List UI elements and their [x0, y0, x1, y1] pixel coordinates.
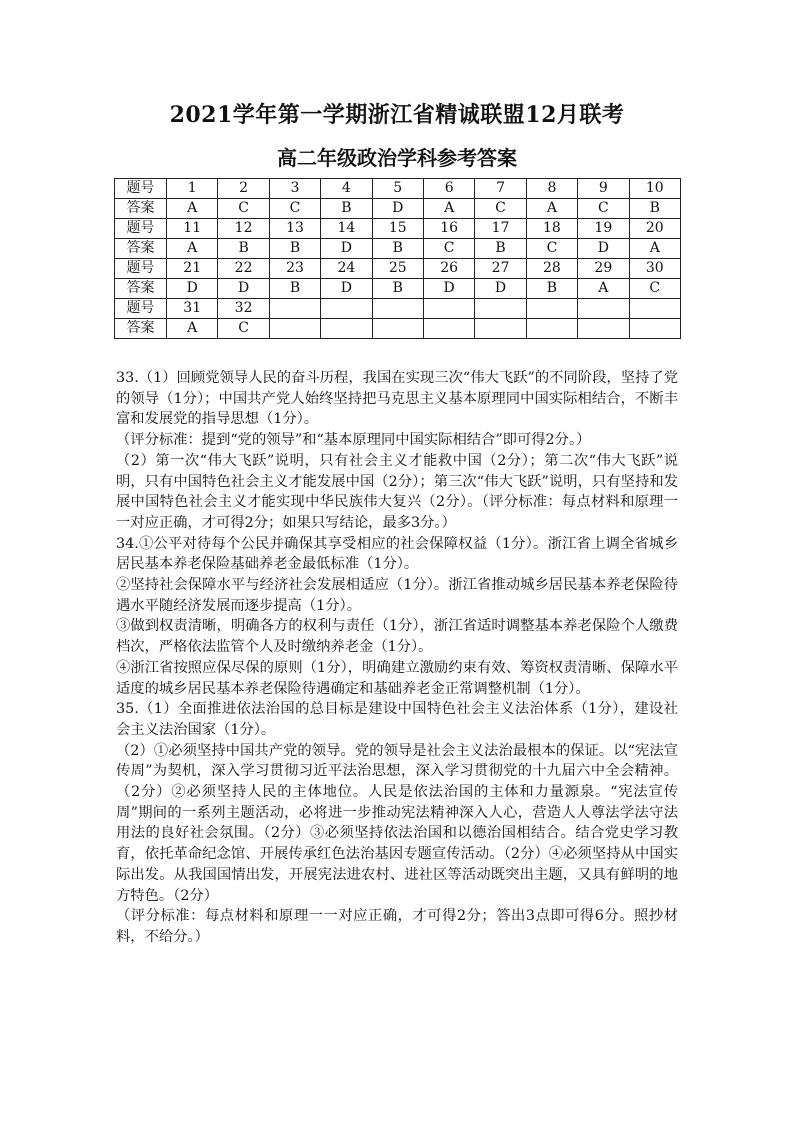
table-cell — [423, 299, 474, 319]
paragraph-34-4: ④浙江省按照应保尽保的原则（1分），明确建立激励约束有效、筹资权责清晰、保障水平适度的城乡居民基本养老保险待遇确定和基础养老金正常调整机制（1分）。 — [116, 659, 678, 697]
table-row — [115, 279, 681, 299]
table-cell: C — [578, 199, 629, 219]
table-cell: D — [578, 239, 629, 259]
table-cell — [526, 299, 577, 319]
table-cell: D — [167, 279, 218, 299]
table-cell — [629, 319, 680, 339]
table-cell: 15 — [372, 219, 423, 239]
table-cell: 28 — [526, 259, 577, 279]
table-cell: B — [218, 239, 269, 259]
table-cell: 24 — [321, 259, 372, 279]
table-cell — [578, 319, 629, 339]
answer-content — [116, 368, 678, 948]
paragraph-33-1-scoring: （评分标准：提到“党的领导”和“基本原理同中国实际相结合”即可得2分。） — [116, 432, 591, 449]
answer-table-body — [115, 179, 681, 339]
row-label: 题号 — [115, 219, 167, 239]
row-label: 答案 — [115, 319, 167, 339]
row-label: 答案 — [115, 199, 167, 219]
table-cell: C — [423, 239, 474, 259]
table-cell: 17 — [475, 219, 526, 239]
table-cell: 8 — [526, 179, 577, 199]
table-cell: C — [218, 319, 269, 339]
table-cell: A — [423, 199, 474, 219]
table-cell: B — [475, 239, 526, 259]
table-cell: 25 — [372, 259, 423, 279]
table-row — [115, 259, 681, 279]
table-cell: C — [629, 279, 680, 299]
table-cell: 31 — [167, 299, 218, 319]
paragraph-33-2: （2）第一次“伟大飞跃”说明，只有社会主义才能救中国（2分）；第二次“伟大飞跃”说明，只有中国特色社会主义才能发展中国（2分）；第三次“伟大飞跃”说明，只有坚持和发展中国特色社会主义才能实现中华民族伟大复兴（2分）。（评分标准：每点材料和原理一一对应正确，才可得2分；如果只写结论，最多3分。） — [116, 452, 678, 531]
paragraph-34-3: ③做到权责清晰，明确各方的权利与责任（1分），浙江省适时调整基本养老保险个人缴费档次，严格依法监管个人及时缴纳养老金（1分）。 — [116, 618, 678, 656]
table-cell — [475, 299, 526, 319]
table-cell: B — [372, 239, 423, 259]
table-cell: A — [167, 319, 218, 339]
paragraph-34-1: 34.①公平对待每个公民并确保其享受相应的社会保障权益（1分）。浙江省上调全省城乡居民基本养老保险基础养老金最低标准（1分）。 — [116, 535, 678, 573]
table-cell: 3 — [269, 179, 320, 199]
table-cell: 1 — [167, 179, 218, 199]
table-cell — [372, 299, 423, 319]
table-cell: B — [526, 279, 577, 299]
table-cell: D — [475, 279, 526, 299]
table-cell: 12 — [218, 219, 269, 239]
table-cell: B — [372, 279, 423, 299]
table-row — [115, 239, 681, 259]
table-cell: D — [218, 279, 269, 299]
table-cell: 5 — [372, 179, 423, 199]
table-cell: C — [475, 199, 526, 219]
table-cell: C — [269, 199, 320, 219]
table-cell: B — [629, 199, 680, 219]
table-cell: B — [269, 239, 320, 259]
row-label: 题号 — [115, 299, 167, 319]
table-cell: 32 — [218, 299, 269, 319]
table-row — [115, 199, 681, 219]
table-cell: 4 — [321, 179, 372, 199]
table-cell: D — [372, 199, 423, 219]
table-cell: 20 — [629, 219, 680, 239]
paragraph-33-1: 33.（1）回顾党领导人民的奋斗历程，我国在实现三次“伟大飞跃”的不同阶段，坚持了党的领导（1分）；中国共产党人始终坚持把马克思主义基本原理同中国实际相结合，不断丰富和发展党的指导思想（1分）。 — [116, 370, 678, 428]
paragraph-35-scoring: （评分标准：每点材料和原理一一对应正确，才可得2分；答出3点即可得6分。照抄材料，不给分。） — [116, 908, 678, 945]
table-cell: 7 — [475, 179, 526, 199]
table-cell — [269, 299, 320, 319]
table-cell: 6 — [423, 179, 474, 199]
table-cell: A — [167, 199, 218, 219]
table-cell — [578, 299, 629, 319]
row-label: 答案 — [115, 279, 167, 299]
table-row — [115, 219, 681, 239]
table-cell: 9 — [578, 179, 629, 199]
table-cell — [372, 319, 423, 339]
table-cell: 2 — [218, 179, 269, 199]
row-label: 答案 — [115, 239, 167, 259]
table-cell: 21 — [167, 259, 218, 279]
row-label: 题号 — [115, 179, 167, 199]
table-cell: 29 — [578, 259, 629, 279]
table-cell: 26 — [423, 259, 474, 279]
table-cell — [423, 319, 474, 339]
table-cell — [269, 319, 320, 339]
table-cell: 22 — [218, 259, 269, 279]
table-cell: 11 — [167, 219, 218, 239]
table-cell: D — [321, 239, 372, 259]
paragraph-35-2: （2）①必须坚持中国共产党的领导。党的领导是社会主义法治最根本的保证。以“宪法宣传周”为契机，深入学习贯彻习近平法治思想，深入学习贯彻党的十九届六中全会精神。（2分）②必须坚持人民的主体地位。人民是依法治国的主体和力量源泉。“宪法宣传周”期间的一系列主题活动，必将进一步推动宪法精神深入人心，营造人人尊法学法守法用法的良好社会氛围。（2分）③必须坚持依法治国和以德治国相结合。结合党史学习教育，依托革命纪念馆、开展传承红色法治基因专题宣传活动。（2分）④必须坚持从中国实际出发。从我国国情出发，开展宪法进农村、进社区等活动既突出主题，又具有鲜明的地方特色。（2分） — [116, 742, 678, 904]
table-cell: A — [167, 239, 218, 259]
table-cell: D — [423, 279, 474, 299]
table-row — [115, 299, 681, 319]
table-cell: A — [629, 239, 680, 259]
table-cell: C — [526, 239, 577, 259]
table-cell: A — [578, 279, 629, 299]
table-cell — [526, 319, 577, 339]
table-cell: A — [526, 199, 577, 219]
document-subtitle: 高二年级政治学科参考答案 — [277, 146, 517, 170]
table-cell — [629, 299, 680, 319]
paragraph-35-1: 35.（1）全面推进依法治国的总目标是建设中国特色社会主义法治体系（1分），建设社会主义法治国家（1分）。 — [116, 701, 678, 738]
table-cell: B — [269, 279, 320, 299]
table-cell — [475, 319, 526, 339]
table-cell: B — [321, 199, 372, 219]
table-cell: 18 — [526, 219, 577, 239]
table-cell: 23 — [269, 259, 320, 279]
table-row — [115, 319, 681, 339]
table-cell: 27 — [475, 259, 526, 279]
table-cell: 14 — [321, 219, 372, 239]
paragraph-34-2: ②坚持社会保障水平与经济社会发展相适应（1分）。浙江省推动城乡居民基本养老保险待遇水平随经济发展而逐步提高（1分）。 — [116, 577, 678, 614]
table-cell: 19 — [578, 219, 629, 239]
table-cell — [321, 319, 372, 339]
table-cell: D — [321, 279, 372, 299]
table-cell — [321, 299, 372, 319]
answer-table — [114, 178, 681, 339]
table-cell: 10 — [629, 179, 680, 199]
table-cell: C — [218, 199, 269, 219]
table-row — [115, 179, 681, 199]
table-cell: 13 — [269, 219, 320, 239]
table-cell: 30 — [629, 259, 680, 279]
row-label: 题号 — [115, 259, 167, 279]
table-cell: 16 — [423, 219, 474, 239]
document-title: 2021学年第一学期浙江省精诚联盟12月联考 — [169, 102, 625, 128]
